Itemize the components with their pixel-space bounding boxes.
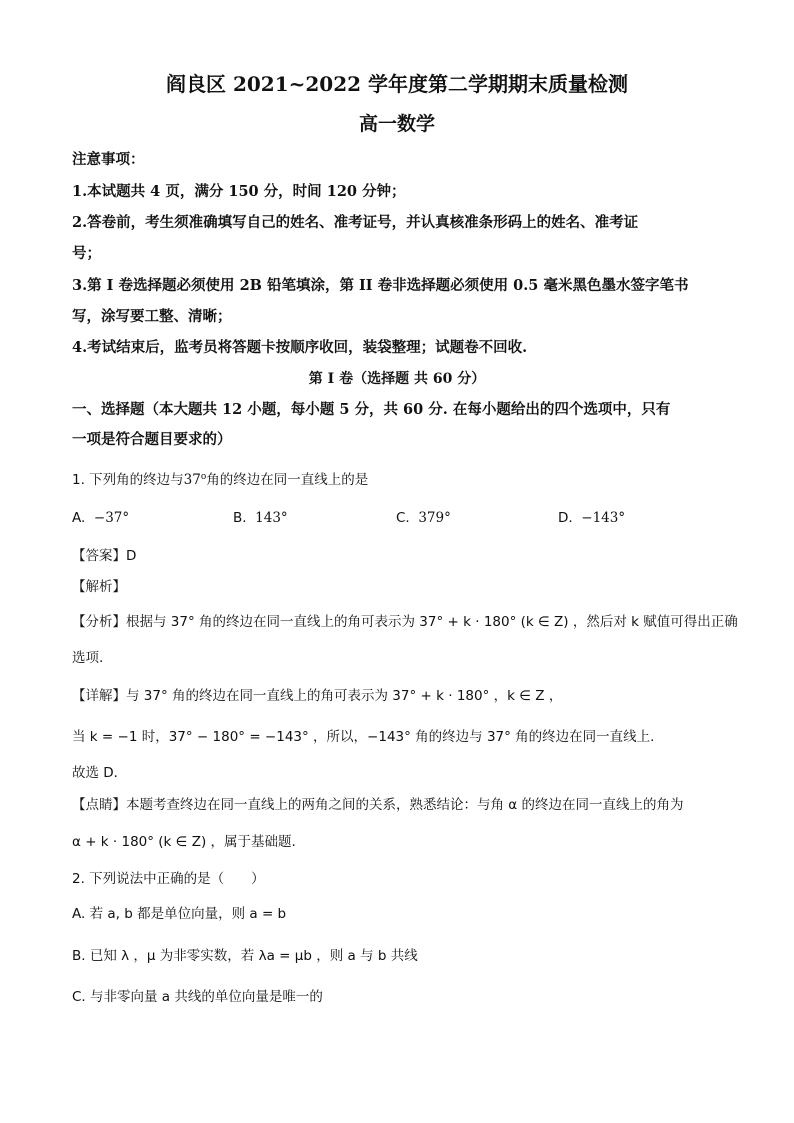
notice-item-2-cont: 号；: [72, 245, 101, 262]
q1-option-d[interactable]: [558, 510, 625, 526]
q1-option-d-label: D.: [558, 510, 573, 526]
q1-option-c[interactable]: [396, 510, 451, 526]
q1-fenxi-cont: 选项.: [72, 650, 104, 666]
q2-option-c[interactable]: C. 与非零向量 a 共线的单位向量是唯一的: [72, 989, 323, 1005]
fenxi-tag: 【分析】: [72, 614, 126, 630]
q1-option-c-label: C.: [396, 510, 410, 526]
q1-analysis-tag: 【解析】: [72, 579, 126, 595]
notice-item-2: 2.答卷前，考生须准确填写自己的姓名、准考证号，并认真核准条形码上的姓名、准考证: [72, 214, 639, 231]
dianjing-tag: 【点睛】: [72, 797, 126, 813]
q1-option-b[interactable]: [233, 510, 288, 526]
q1-stem-angle: 37$^o$: [183, 472, 207, 488]
q1-dianjing: [72, 795, 683, 815]
answer-tag: 【答案】: [72, 548, 126, 564]
fenxi-text: 根据与 37° 角的终边在同一直线上的角可表示为 37° + k · 180° (k ∈ Z) ，然后对 k 赋值可得出正确: [126, 614, 738, 630]
notice-item-3: 3.第 I 卷选择题必须使用 2B 铅笔填涂，第 II 卷非选择题必须使用 0.5 毫米黑色墨水签字笔书: [72, 277, 689, 294]
q1-dianjing-cont: α + k · 180° (k ∈ Z) ，属于基础题.: [72, 834, 296, 850]
q1-fenxi: [72, 612, 738, 632]
q1-option-a-label: A.: [72, 510, 86, 526]
notice-item-3-cont: 写，涂写要工整、清晰；: [72, 308, 232, 325]
section-heading: 一、选择题（本大题共 12 小题，每小题 5 分，共 60 分. 在每小题给出的四个选项中，只有: [72, 401, 671, 418]
question-1-stem: [72, 470, 368, 490]
q1-option-a-value: −37°: [93, 510, 130, 526]
q1-conclusion: 故选 D．: [72, 765, 128, 781]
q1-stem-prefix: 1. 下列角的终边与: [72, 472, 184, 488]
q2-option-b[interactable]: B. 已知 λ ，μ 为非零实数，若 λa = μb ，则 a 与 b 共线: [72, 948, 418, 964]
notice-heading: 注意事项：: [72, 151, 145, 168]
q1-angle-value: 37: [183, 472, 201, 488]
answer-value: D: [126, 548, 137, 564]
q1-option-b-label: B.: [233, 510, 247, 526]
exam-subject: 高一数学: [358, 113, 435, 135]
question-2-stem: 2. 下列说法中正确的是（ ）: [72, 871, 265, 887]
notice-item-4: 4.考试结束后，监考员将答题卡按顺序收回，装袋整理；试题卷不回收.: [72, 339, 528, 356]
q1-option-b-value: 143°: [255, 510, 288, 526]
q1-stem-suffix: 角的终边在同一直线上的是: [206, 472, 369, 488]
exam-title: 阎良区 2021~2022 学年度第二学期期末质量检测: [165, 72, 628, 96]
q1-option-d-value: −143°: [581, 510, 626, 526]
dianjing-text: 本题考查终边在同一直线上的两角之间的关系，熟悉结论：与角 α 的终边在同一直线上的角为: [126, 797, 684, 813]
q1-xiangjie: [72, 686, 562, 706]
volume-heading: 第 I 卷（选择题 共 60 分）: [308, 371, 486, 387]
section-heading-cont: 一项是符合题目要求的）: [72, 431, 232, 448]
notice-item-1: 1.本试题共 4 页，满分 150 分，时间 120 分钟；: [72, 183, 406, 200]
q2-option-a[interactable]: A. 若 a, b 都是单位向量，则 a = b: [72, 906, 287, 922]
q1-option-a[interactable]: [72, 510, 129, 526]
xiangjie-text: 与 37° 角的终边在同一直线上的角可表示为 37° + k · 180° ，k ∈ Z ，: [126, 688, 563, 704]
q1-answer: [72, 546, 136, 566]
q1-xiangjie-cont: 当 k = −1 时，37° − 180° = −143° ，所以，−143° 角的终边与 37° 角的终边在同一直线上.: [72, 729, 655, 745]
xiangjie-tag: 【详解】: [72, 688, 126, 704]
q1-option-c-value: 379°: [418, 510, 451, 526]
